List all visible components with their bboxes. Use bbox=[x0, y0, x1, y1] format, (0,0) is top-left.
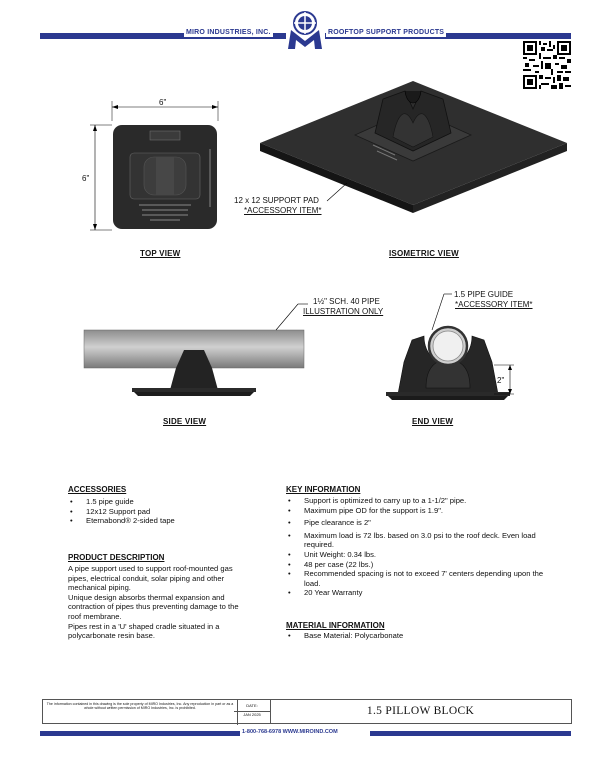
pipe-guide-label: 1.5 PIPE GUIDE bbox=[454, 290, 514, 299]
date-label: DATE: bbox=[234, 700, 270, 712]
key-information-title: KEY INFORMATION bbox=[286, 485, 361, 494]
side-view-drawing bbox=[80, 294, 310, 406]
end-view-height-dimension: 2" bbox=[497, 376, 505, 385]
list-item: • 1.5 pipe guide bbox=[68, 497, 268, 507]
list-item: • Base Material: Polycarbonate bbox=[286, 631, 551, 641]
side-view-caption: SIDE VIEW bbox=[163, 417, 207, 426]
list-item: • 48 per case (22 lbs.) bbox=[286, 560, 551, 570]
footer-contact[interactable]: 1-800-768-6978 WWW.MIROIND.COM bbox=[242, 729, 338, 735]
top-view-drawing bbox=[80, 97, 240, 237]
support-pad-label: 12 x 12 SUPPORT PAD bbox=[234, 196, 319, 205]
pipe-guide-accessory-note: *ACCESSORY ITEM* bbox=[455, 300, 533, 309]
pipe-illustration-note: ILLUSTRATION ONLY bbox=[303, 307, 384, 316]
material-information-list bbox=[286, 631, 551, 641]
list-item: • 20 Year Warranty bbox=[286, 588, 551, 598]
material-information-title: MATERIAL INFORMATION bbox=[286, 621, 385, 630]
list-item: • 12x12 Support pad bbox=[68, 507, 268, 517]
list-item: • Eternabond® 2-sided tape bbox=[68, 516, 268, 526]
title-block bbox=[42, 699, 572, 724]
list-item: • Maximum pipe OD for the support is 1.9". bbox=[286, 506, 551, 516]
top-view-width-dimension: 6" bbox=[159, 98, 167, 107]
list-item: • Maximum load is 72 lbs. based on 3.0 psi to the roof deck. Even load required. bbox=[286, 531, 551, 550]
list-item: • Support is optimized to carry up to a 1-1/2" pipe. bbox=[286, 496, 551, 506]
support-pad-accessory-note: *ACCESSORY ITEM* bbox=[244, 206, 322, 215]
product-description-text: A pipe support used to support roof-mounted gas pipes, electrical conduit, solar piping and other mechanical piping. Unique design absorbs thermal expansion and contraction of pipes thus preventing damage to the roof membrane. Pipes rest in a 'U' shaped cradle situated in a polycarbonate resin base. bbox=[68, 564, 239, 641]
list-item: • Pipe clearance is 2" bbox=[286, 518, 551, 528]
header-company-name: MIRO INDUSTRIES, INC. bbox=[186, 29, 271, 36]
top-view-caption: TOP VIEW bbox=[140, 249, 181, 258]
end-view-caption: END VIEW bbox=[412, 417, 454, 426]
top-view-height-dimension: 6" bbox=[82, 174, 90, 183]
list-item: • Recommended spacing is not to exceed 7' centers depending upon the load. bbox=[286, 569, 551, 588]
list-item: • Unit Weight: 0.34 lbs. bbox=[286, 550, 551, 560]
date-value: JAN 2025 bbox=[243, 712, 261, 717]
key-information-list bbox=[286, 496, 551, 598]
miro-logo-icon bbox=[285, 10, 325, 50]
isometric-view-caption: ISOMETRIC VIEW bbox=[389, 249, 459, 258]
product-description-title: PRODUCT DESCRIPTION bbox=[68, 553, 165, 562]
isometric-view-drawing bbox=[255, 63, 575, 243]
accessories-title: ACCESSORIES bbox=[68, 485, 127, 494]
footer-bar-right bbox=[370, 731, 571, 736]
footer-bar-left bbox=[40, 731, 240, 736]
pipe-label: 1½" SCH. 40 PIPE bbox=[313, 297, 380, 306]
product-title: 1.5 PILLOW BLOCK bbox=[366, 705, 475, 717]
accessories-list bbox=[68, 497, 268, 526]
date-cell bbox=[234, 700, 271, 723]
header-tagline: ROOFTOP SUPPORT PRODUCTS bbox=[328, 29, 445, 36]
disclaimer-text: The information contained in this drawing is the sole property of MIRO Industries, Inc. Any reproduction in part or as a whole without written permission of MIRO Industries, Inc. is prohibited. bbox=[43, 700, 238, 725]
